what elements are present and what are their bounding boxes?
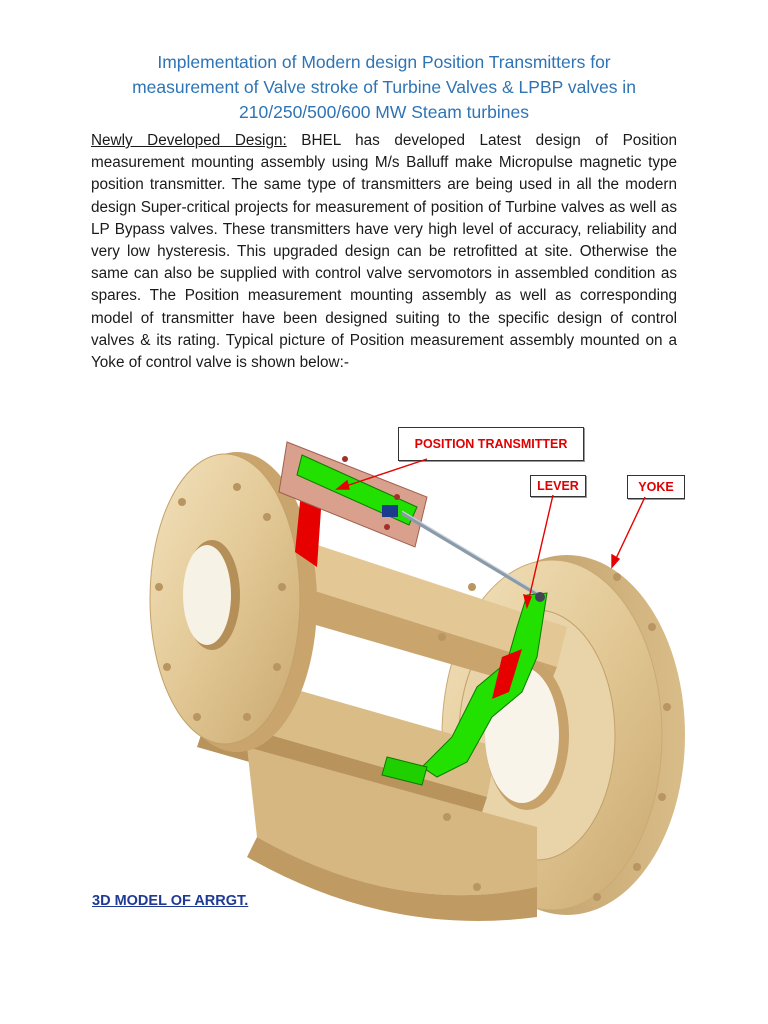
assembly-drawing [97,417,685,937]
title-line-1: Implementation of Modern design Position Transmitters for [157,52,611,72]
body-paragraph [91,130,677,374]
title-line-3: 210/250/500/600 MW Steam turbines [239,102,529,122]
title-line-2: measurement of Valve stroke of Turbine Valves & LPBP valves in [132,77,636,97]
paragraph-lead: Newly Developed Design: [91,132,287,149]
label-position-transmitter: POSITION TRANSMITTER [398,427,584,461]
paragraph-text: BHEL has developed Latest design of Position measurement mounting assembly using M/s Balluff make Micropulse magnetic type position transmitter. The same type of transmitters are being used in all the modern design Super-critical projects for measurement of position of Turbine valves as well as LP Bypass valves. These transmitters have very high level of accuracy, reliability and very low hysteresis. This upgraded design can be retrofitted at site. Otherwise the same can also be supplied with control valve servomotors in assembled condition as spares. The Position measurement mounting assembly as well as corresponding model of transmitter have been designed suiting to the specific design of control valves & its rating. Typical picture of Position measurement assembly mounted on a Yoke of control valve is shown below:- [91,132,677,372]
figure-caption: 3D MODEL OF ARRGT. [92,893,249,909]
label-lever: LEVER [530,475,586,497]
document-title [80,50,688,125]
label-yoke: YOKE [627,475,685,499]
assembly-3d-model-figure [97,417,685,937]
